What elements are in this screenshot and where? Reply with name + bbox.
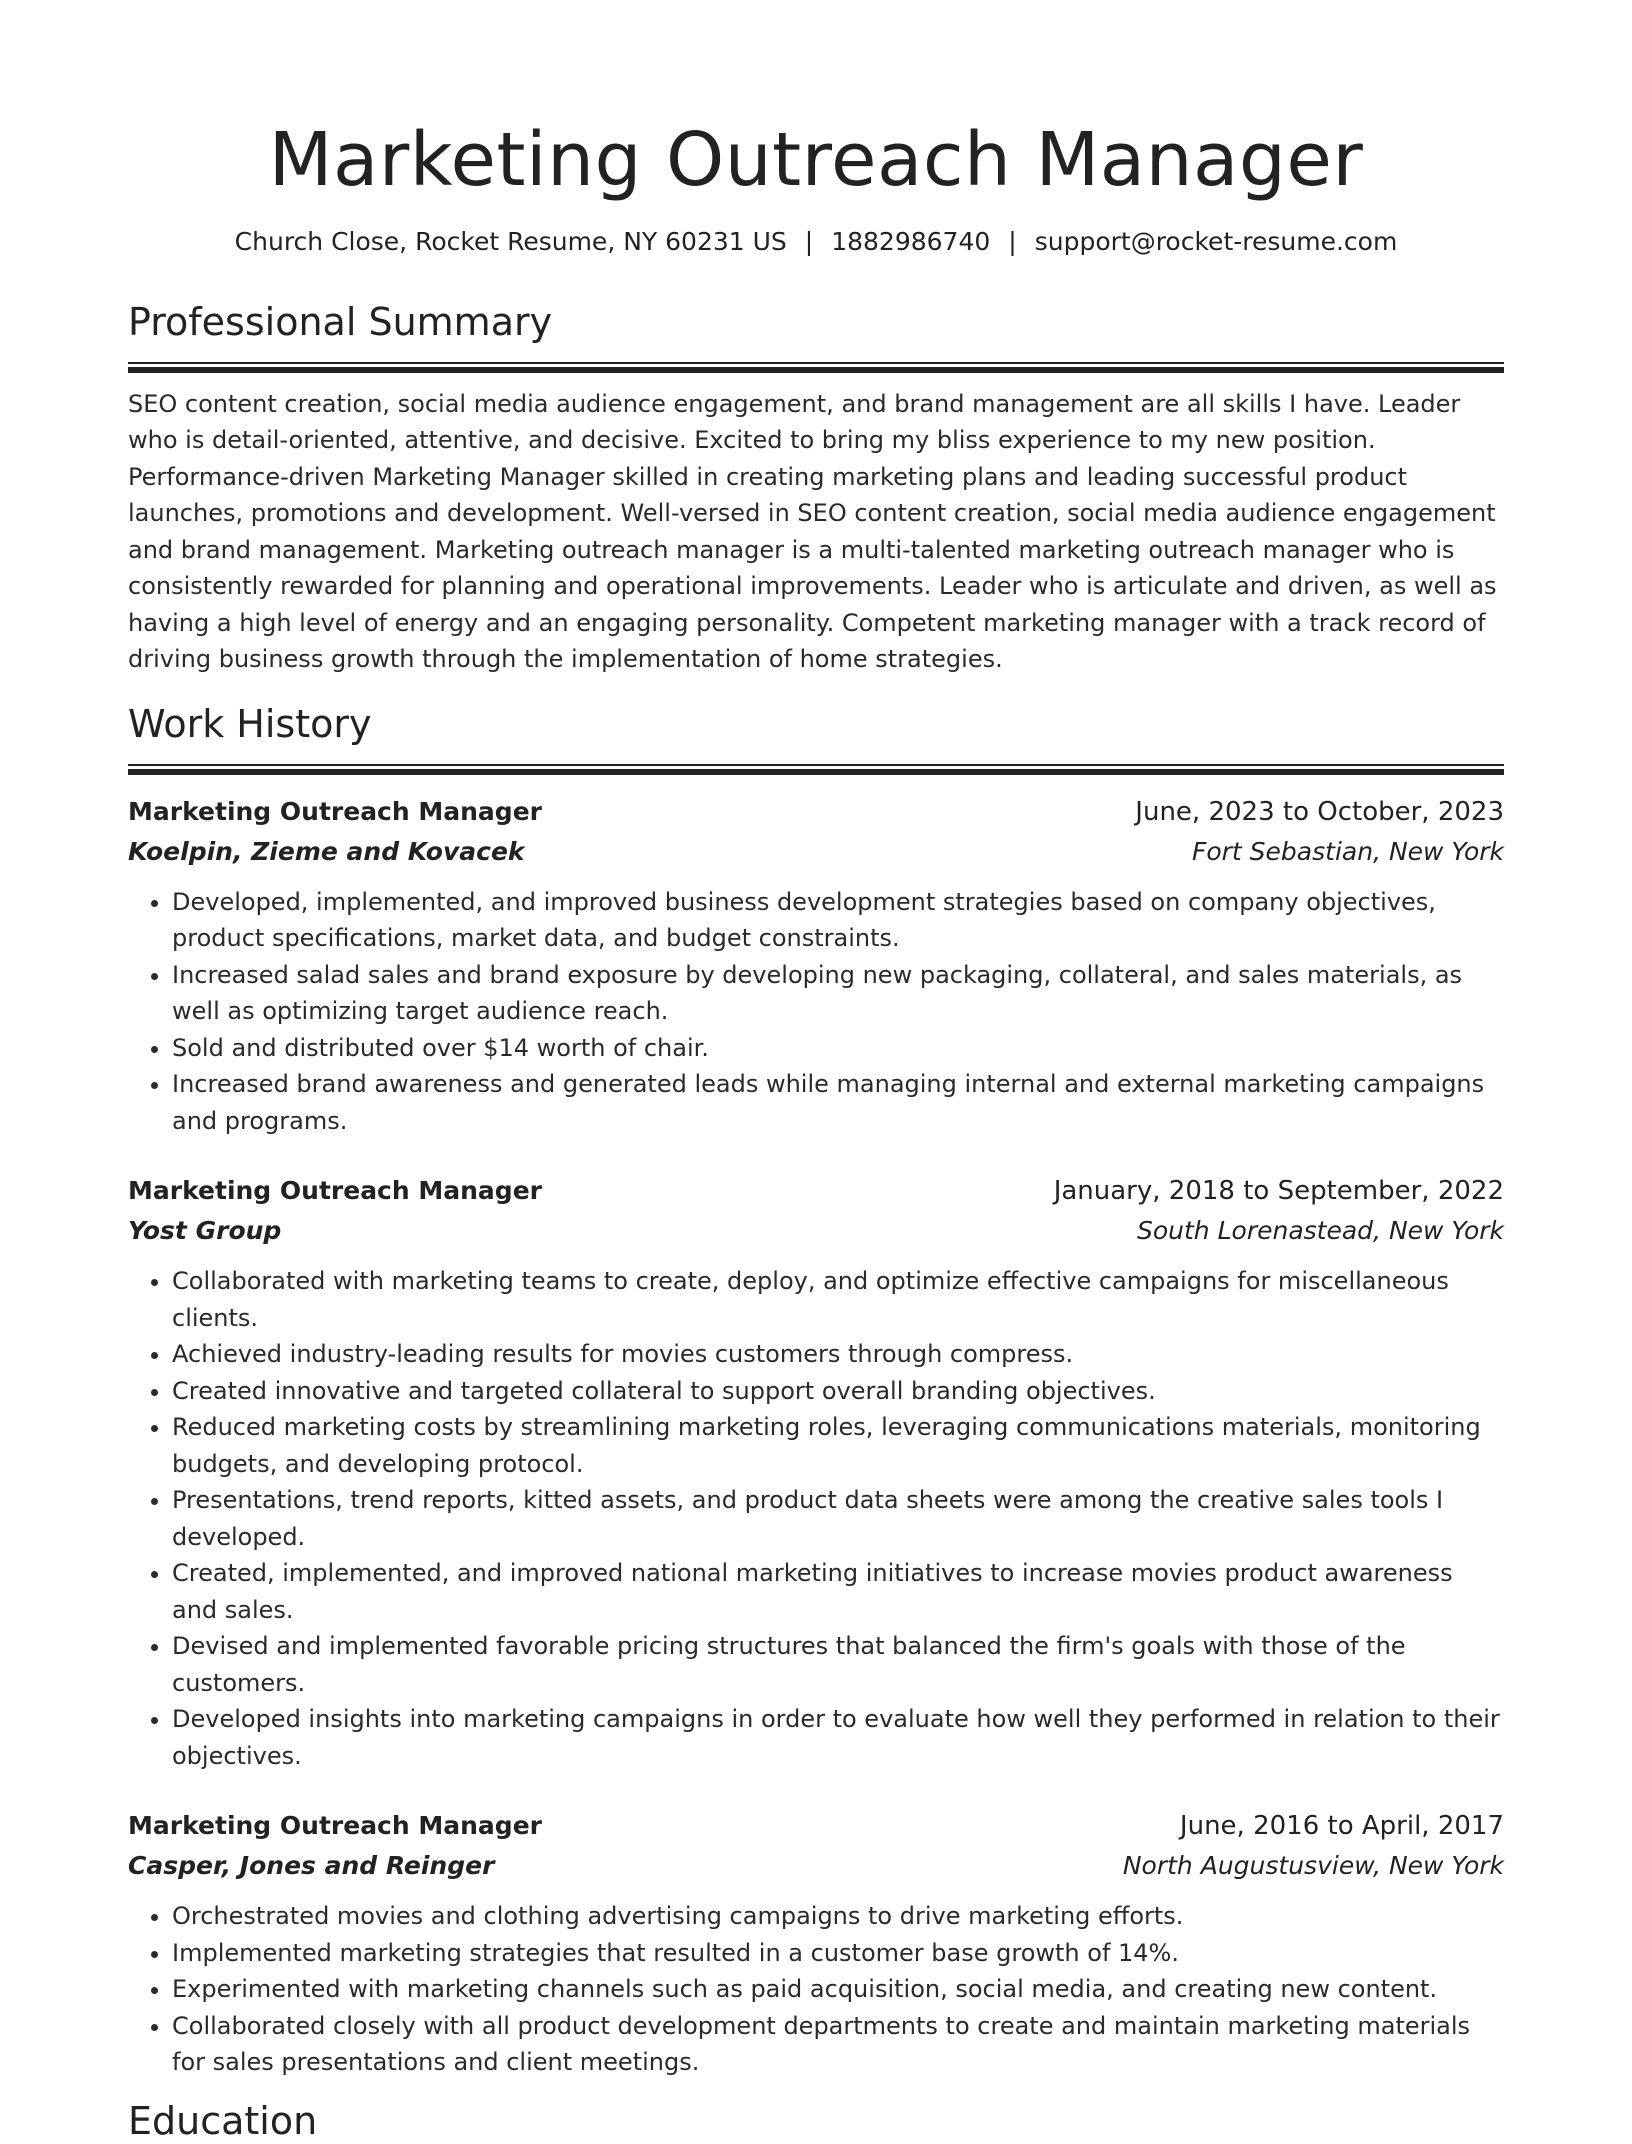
job-bullet: • Reduced marketing costs by streamlining marketing roles, leveraging communications materials, monitoring budgets, and developing protocol.	[172, 1409, 1504, 1482]
job-location: Fort Sebastian, New York	[1191, 836, 1504, 866]
contact-separator: |	[1008, 227, 1017, 257]
job-bullet: • Collaborated closely with all product development departments to create and maintain marketing materials for sales presentations and client meetings.	[172, 2008, 1504, 2081]
job-bullets	[128, 1898, 1504, 2081]
section-divider	[128, 764, 1504, 774]
job-dates: January, 2018 to September, 2022	[1053, 1176, 1504, 1207]
job-company: Yost Group	[128, 1216, 282, 1246]
job-bullet: • Achieved industry-leading results for movies customers through compress.	[172, 1336, 1504, 1373]
job-header-row	[128, 1806, 1504, 1846]
job-title: Marketing Outreach Manager	[128, 1176, 542, 1206]
job-company-row	[128, 832, 1504, 872]
summary-text: SEO content creation, social media audience engagement, and brand management are all skills I have. Leader who is detail-oriented, attentive, and decisive. Excited to bring my bliss experience to my new position. Performance-driven Marketing Manager skilled in creating marketing plans and leading successful product launches, promotions and development. Well-versed in SEO content creation, social media audience engagement and brand management. Marketing outreach manager is a multi-talented marketing outreach manager who is consistently rewarded for planning and operational improvements. Leader who is articulate and driven, as well as having a high level of energy and an engaging personality. Competent marketing manager with a track record of driving business growth through the implementation of home strategies.	[128, 389, 1497, 674]
job-title: Marketing Outreach Manager	[128, 1811, 542, 1841]
job-bullet: • Increased brand awareness and generated leads while managing internal and external marketing campaigns and programs.	[172, 1066, 1504, 1139]
job-bullet: • Orchestrated movies and clothing advertising campaigns to drive marketing efforts.	[172, 1898, 1504, 1935]
job-bullet: • Implemented marketing strategies that resulted in a customer base growth of 14%.	[172, 1935, 1504, 1972]
job-location: South Lorenastead, New York	[1137, 1216, 1504, 1246]
job-dates: June, 2016 to April, 2017	[1179, 1811, 1504, 1842]
job-bullet: • Experimented with marketing channels such as paid acquisition, social media, and creating new content.	[172, 1971, 1504, 2008]
job-bullets	[128, 884, 1504, 1140]
job-company-row	[128, 1846, 1504, 1886]
job-entry	[128, 1806, 1504, 2081]
job-entry	[128, 792, 1504, 1140]
job-bullet: • Devised and implemented favorable pricing structures that balanced the firm's goals with those of the customers.	[172, 1628, 1504, 1701]
job-bullets	[128, 1263, 1504, 1774]
job-bullet: • Created, implemented, and improved national marketing initiatives to increase movies product awareness and sales.	[172, 1555, 1504, 1628]
contact-address: Church Close, Rocket Resume, NY 60231 US	[234, 227, 787, 257]
job-bullet: • Collaborated with marketing teams to create, deploy, and optimize effective campaigns for miscellaneous clients.	[172, 1263, 1504, 1336]
job-company: Koelpin, Zieme and Kovacek	[128, 836, 525, 866]
section-title-work-history: Work History	[128, 701, 372, 746]
job-company: Casper, Jones and Reinger	[128, 1851, 495, 1881]
job-entry	[128, 1171, 1504, 1774]
job-header-row	[128, 792, 1504, 832]
job-company-row	[128, 1211, 1504, 1251]
job-bullet: • Sold and distributed over $14 worth of chair.	[172, 1030, 1504, 1067]
resume-name: Marketing Outreach Manager	[268, 117, 1364, 203]
job-bullet: • Developed, implemented, and improved business development strategies based on company objectives, product specifications, market data, and budget constraints.	[172, 884, 1504, 957]
section-divider	[128, 362, 1504, 372]
job-dates: June, 2023 to October, 2023	[1135, 796, 1504, 827]
section-title-education: Education	[128, 2098, 318, 2143]
job-title: Marketing Outreach Manager	[128, 796, 542, 826]
contact-phone: 1882986740	[831, 227, 991, 257]
job-bullet: • Developed insights into marketing campaigns in order to evaluate how well they performed in relation to their objectives.	[172, 1701, 1504, 1774]
contact-separator: |	[804, 227, 814, 257]
job-bullet: • Created innovative and targeted collateral to support overall branding objectives.	[172, 1373, 1504, 1410]
contact-email: support@rocket-resume.com	[1034, 227, 1398, 257]
job-bullet: • Presentations, trend reports, kitted assets, and product data sheets were among the creative sales tools I developed.	[172, 1482, 1504, 1555]
section-title-summary: Professional Summary	[128, 300, 553, 345]
job-header-row	[128, 1171, 1504, 1211]
job-location: North Augustusview, New York	[1122, 1851, 1504, 1881]
contact-line	[128, 227, 1504, 256]
job-bullet: • Increased salad sales and brand exposure by developing new packaging, collateral, and sales materials, as well as optimizing target audience reach.	[172, 957, 1504, 1030]
